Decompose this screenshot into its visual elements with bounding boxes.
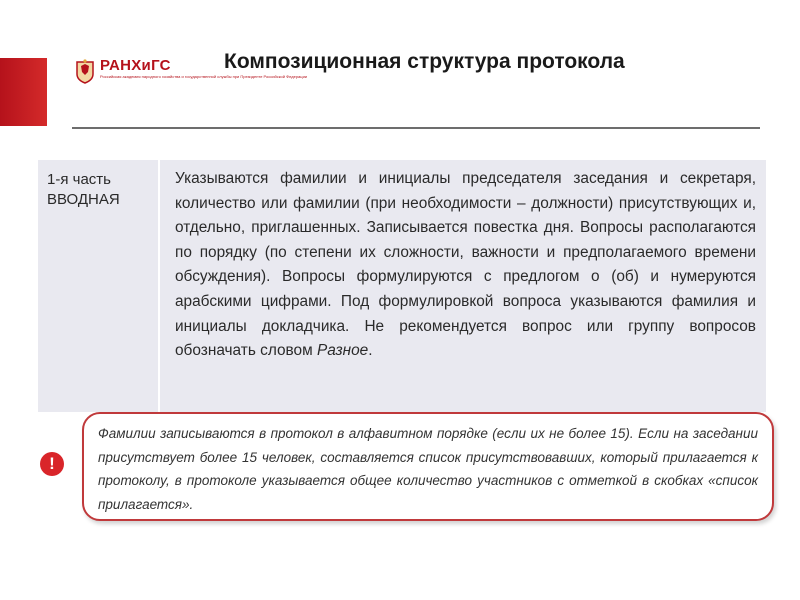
note-text: Фамилии записываются в протокол в алфавитном порядке (если их не более 15). Если на заседании присутствует более 15 человек, составляется список присутствовавших, который прилагается к протоколу, в протоколе указывается общее количество участников с отметкой в скобках «список прилагается».	[98, 426, 758, 512]
note-box	[82, 412, 774, 521]
part-description: Указываются фамилии и инициалы председателя заседания и секретаря, количество или фамилии (при необходимости – должности) присутствующих и, отдельно, приглашенных. Записывается повестка дня. Вопросы располагаются по порядку (по степени их сложности, важности и предполагаемого времени обсуждения). Вопросы формулируются с предлогом о (об) и нумеруются арабскими цифрами. Под формулировкой вопроса указываются фамилия и инициалы докладчика. Не рекомендуется вопрос или группу вопросов обозначать словом Разное.	[175, 170, 756, 360]
part-name-label: ВВОДНАЯ	[47, 191, 120, 208]
red-accent-tab	[0, 58, 47, 126]
part-label-cell	[38, 160, 159, 412]
part-number-label: 1-я часть	[47, 171, 111, 188]
exclamation-icon: !	[40, 452, 64, 476]
eagle-emblem-icon	[74, 58, 96, 84]
table-row	[38, 160, 766, 412]
title-divider	[72, 127, 760, 129]
logo-name: РАНХиГС	[100, 57, 171, 74]
protocol-part-table	[38, 160, 766, 412]
part-description-cell	[159, 160, 766, 412]
page-title: Композиционная структура протокола	[224, 50, 625, 73]
italic-word: Разное	[316, 342, 369, 360]
ranepa-logo	[74, 57, 308, 92]
logo-subtitle: Российская академия народного хозяйства и государственной службы при Президенте Российской Федерации	[100, 74, 308, 79]
